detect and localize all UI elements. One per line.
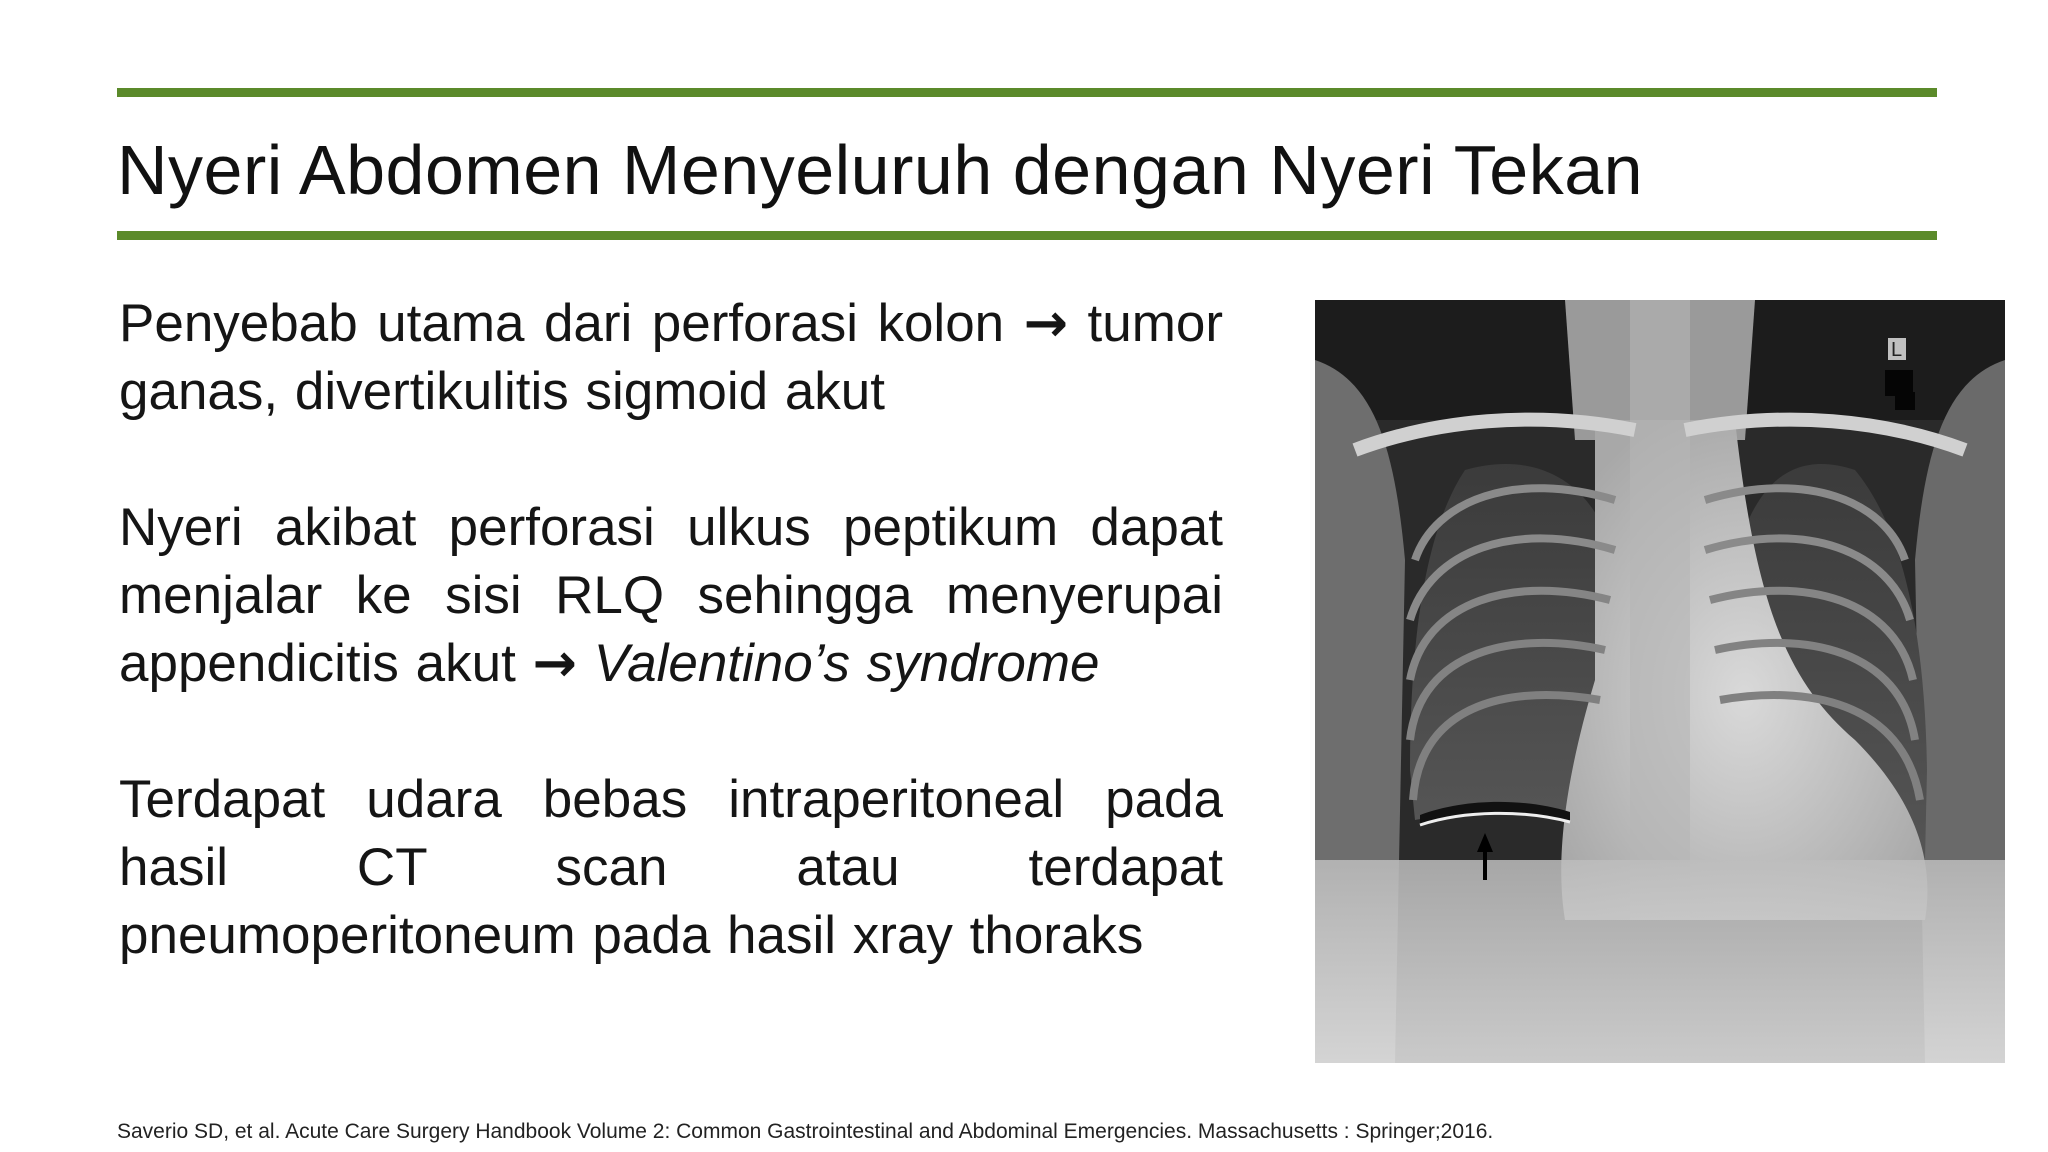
chest-xray-image: [1315, 300, 2005, 1063]
paragraph-text: Terdapat udara bebas intraperitoneal pada hasil CT scan atau terdapat pneumoperitoneum pada hasil xray thoraks: [119, 770, 1223, 965]
paragraph-peptic-ulcer: [119, 494, 1223, 698]
valentino-syndrome-term: Valentino’s syndrome: [593, 634, 1100, 693]
slide-title: Nyeri Abdomen Menyeluruh dengan Nyeri Tekan: [117, 131, 1644, 209]
citation-footnote: Saverio SD, et al. Acute Care Surgery Handbook Volume 2: Common Gastrointestinal and Abdominal Emergencies. Massachusetts : Springer;2016.: [117, 1120, 1494, 1143]
paragraph-text: Penyebab utama dari perforasi kolon: [119, 294, 1024, 353]
title-top-rule: [117, 88, 1937, 97]
paragraph-free-air: [119, 766, 1223, 970]
paragraph-colon-perforation: [119, 290, 1223, 426]
title-bottom-rule: [117, 231, 1937, 240]
paragraph-text: tumor ganas, divertikulitis sigmoid akut: [119, 294, 1224, 421]
slide-body: [119, 290, 1223, 970]
xray-side-marker: L: [1891, 339, 1903, 361]
paragraph-text: Nyeri akibat perforasi ulkus peptikum dapat menjalar ke sisi RLQ sehingga menyerupai appendicitis akut: [119, 498, 1223, 693]
right-arrow-icon: →: [1023, 293, 1069, 354]
right-arrow-icon: →: [532, 633, 577, 694]
